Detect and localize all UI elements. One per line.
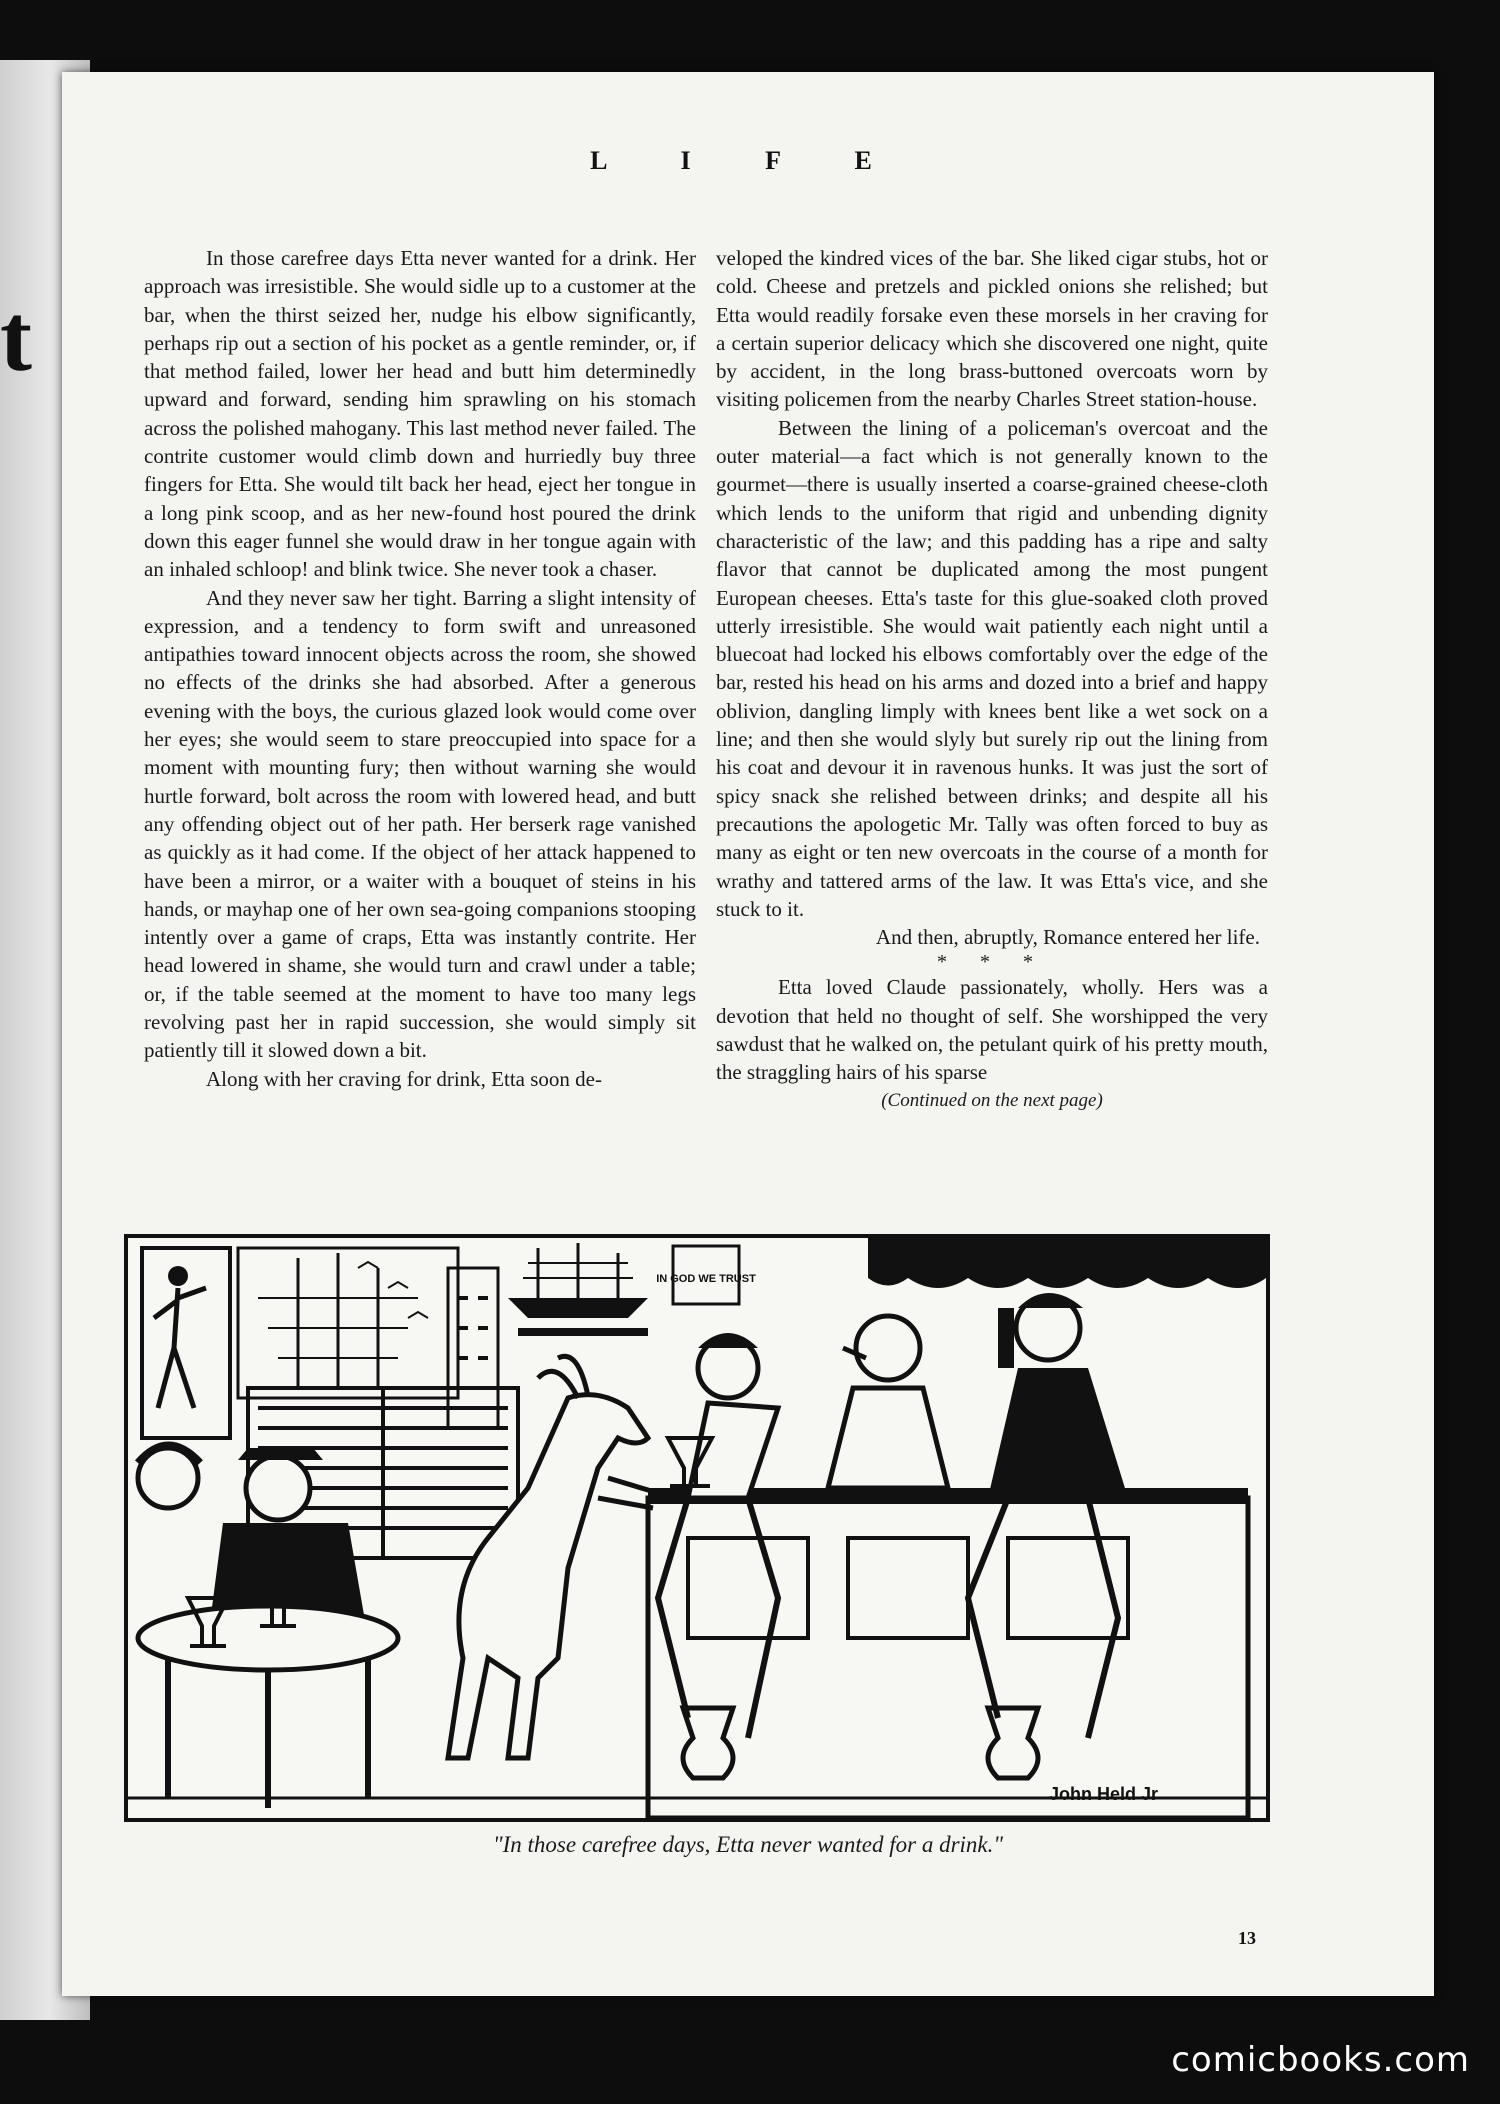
adjacent-page-letter: t (0, 284, 32, 391)
sailor (246, 1456, 310, 1520)
section-break: * * * (937, 951, 1047, 974)
magazine-page (62, 72, 1434, 1996)
woodcut-illustration (124, 1234, 1270, 1822)
bar-scene-drawing (128, 1238, 1266, 1818)
page-number: 13 (1238, 1928, 1256, 1948)
magazine-header: L I F E (590, 146, 906, 175)
cigar-man (856, 1316, 920, 1380)
table (138, 1606, 398, 1670)
paragraph: Between the lining of a policeman's overcoat and the outer material—a fact which is not generally known to the gourmet—there is usually inserted a coarse-grained cheese-cloth which lends to the uniform that rigid and unbending dignity characteristic of the law; and this padding has a ripe and salty flavor that cannot be duplicated among the most pungent European cheeses. Etta's taste for this glue-soaked cloth proved utterly irresistible. She would wait patiently each night until a bluecoat had locked his elbows comfortably over the edge of the bar, rested his head on his arms and dozed into a brief and happy oblivion, dangling limply with knees bent like a wet sock on a line; and then she would slyly but surely rip out the lining from his coat and devour it in ravenous hunks. It was just the sort of spicy snack she relished between drinks; and despite all his precautions the apologetic Mr. Tally was often forced to buy as many as eight or ten new overcoats in the course of a month for wrathy and tattered arms of the law. It was Etta's vice, and she stuck to it. (716, 415, 1268, 921)
illustration-caption: "In those carefree days, Etta never wanted for a drink." (492, 1832, 1004, 1857)
paragraph: And then, abruptly, Romance entered her life. (875, 925, 1260, 950)
paragraph: Along with her craving for drink, Etta soon de- (206, 1066, 602, 1091)
artist-signature: John Held Jr (1048, 1784, 1158, 1804)
paragraph: And they never saw her tight. Barring a slight intensity of expression, and a tendency to form swift and unreasoned antipathies toward innocent objects across the room, she showed no effects of the drinks she had absorbed. After a generous evening with the boys, the curious glazed look would come over her eyes; she would seem to stare preoccupied into space for a moment with mounting fury; then without warning she would hurtle forward, bolt across the room with lowered head, and butt any offending object out of her path. Her berserk rage vanished as quickly as it had come. If the object of her attack happened to have been a mirror, or a waiter with a bouquet of steins in his hands, or mayhap one of her own sea-going companions stooping intently over a game of craps, Etta was instantly contrite. Her head lowered in shame, she would turn and crawl under a table; or, if the table seemed at the moment to have too many legs revolving past her in rapid succession, she would simply sit patiently till it slowed down a bit. (144, 585, 696, 1063)
paragraph: Etta loved Claude passionately, wholly. Hers was a devotion that held no thought of self. She worshipped the very sawdust that he walked on, the petulant quirk of his pretty mouth, the straggling hairs of his sparse (716, 975, 1268, 1085)
left-text-column (144, 244, 696, 1093)
paragraph: In those carefree days Etta never wanted for a drink. Her approach was irresistible. She would sidle up to a customer at the bar, when the thirst seized her, nudge his elbow significantly, perhaps rip out a section of his pocket as a gentle reminder, or, if that method failed, lower her head and butt him determinedly upward and forward, sending him sprawling on his stomach across the polished mahogany. This last method never failed. The contrite customer would climb down and hurriedly buy three fingers for Etta. She would tilt back her head, eject her tongue in a long pink scoop, and as her new-found host poured the drink down this eager funnel she would draw in her tongue again with an inhaled schloop! and blink twice. She never took a chaser. (144, 246, 696, 582)
watermark: comicbooks.com (1171, 2040, 1470, 2080)
right-text-column (716, 244, 1268, 1115)
motto-sign-text: IN GOD WE TRUST (656, 1273, 756, 1285)
paragraph: veloped the kindred vices of the bar. She liked cigar stubs, hot or cold. Cheese and pretzels and pickled onions she relished; but Etta would readily forsake even these morsels in her craving for a certain superior delicacy which she discovered one night, quite by accident, in the long brass-buttoned overcoats worn by visiting policemen from the nearby Charles Street station-house. (716, 246, 1268, 412)
continued-note: (Continued on the next page) (881, 1089, 1103, 1111)
ship-model (508, 1298, 648, 1318)
